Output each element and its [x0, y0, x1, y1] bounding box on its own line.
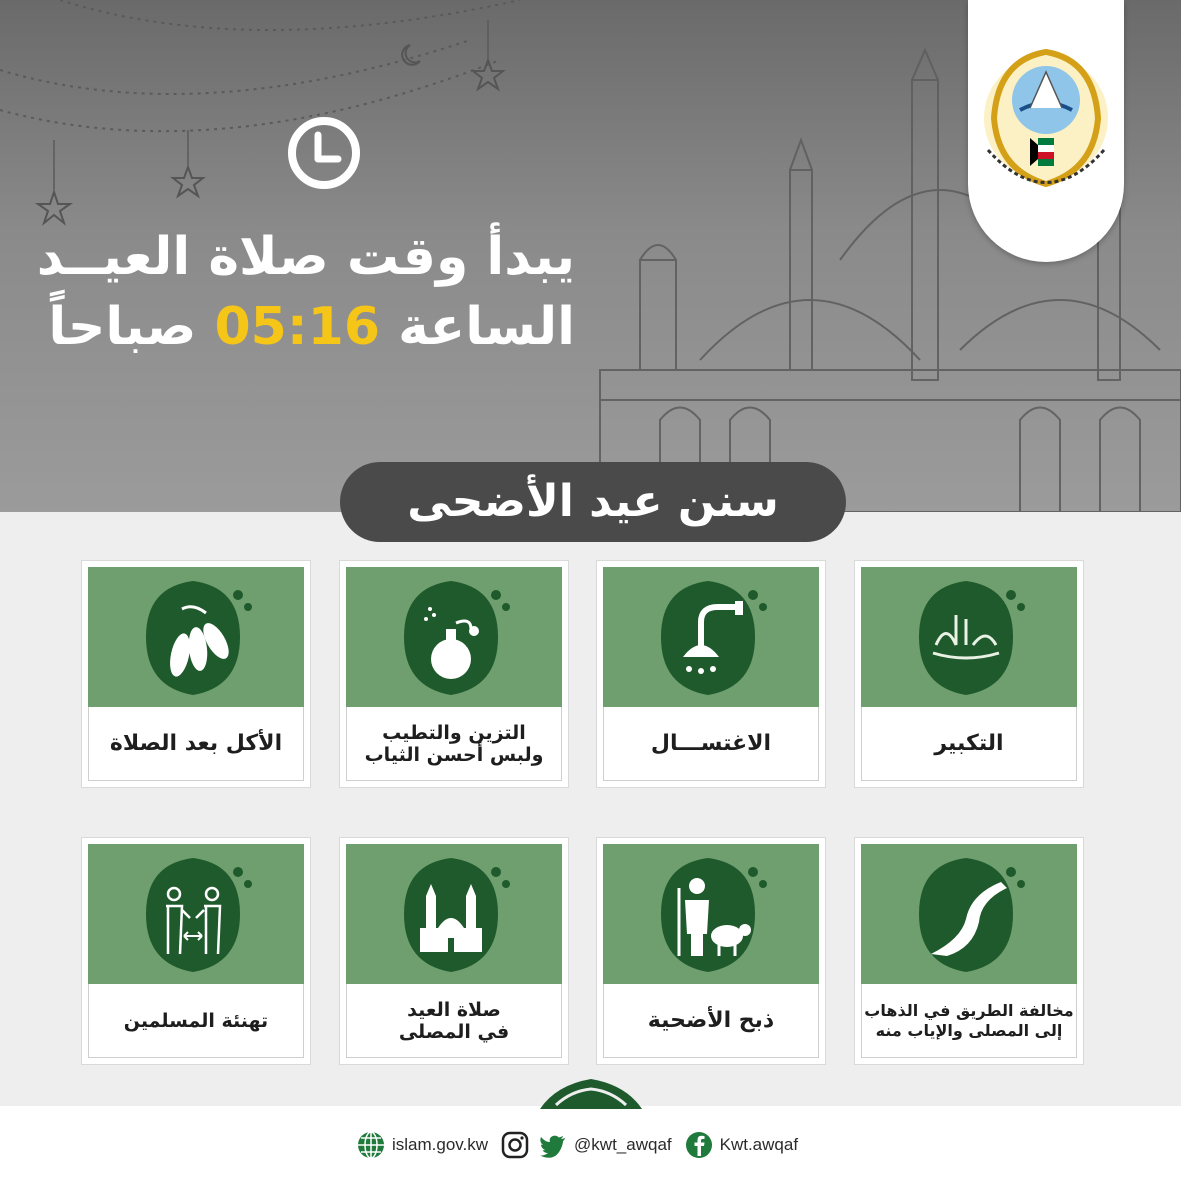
- shower-icon: [603, 567, 821, 707]
- headline-line-1: يبدأ وقت صلاة العيــد: [36, 227, 575, 287]
- card-label-line-1: التزين والتطيب: [382, 721, 526, 744]
- card-label-area: [88, 707, 304, 781]
- card-different-route: [854, 837, 1084, 1065]
- card-label-line-1: صلاة العيد: [407, 998, 501, 1021]
- card-label: الأكل بعد الصلاة: [109, 730, 283, 756]
- card-takbir: [854, 560, 1084, 788]
- card-label: الاغتســـال: [650, 730, 772, 756]
- takbir-calligraphy-icon: [861, 567, 1079, 707]
- card-icon-area: [861, 567, 1077, 707]
- card-icon-area: [346, 844, 562, 984]
- social-links: [356, 1127, 810, 1163]
- facebook-page[interactable]: Kwt.awqaf: [719, 1135, 799, 1154]
- prayer-time: 05:16: [214, 297, 381, 357]
- card-label-area: [346, 984, 562, 1058]
- dates-icon: [88, 567, 306, 707]
- card-eid-prayer: [339, 837, 569, 1065]
- card-icon-area: [88, 844, 304, 984]
- card-icon-area: [861, 844, 1077, 984]
- headline-prefix: الساعة: [398, 297, 575, 357]
- card-label: ذبح الأضحية: [647, 1007, 775, 1033]
- card-label-area: [603, 984, 819, 1058]
- card-label: التكبير: [934, 730, 1004, 756]
- prayer-time-headline: [15, 222, 575, 362]
- road-icon: [861, 844, 1079, 984]
- mosque-icon: [346, 844, 564, 984]
- card-label-area: [88, 984, 304, 1058]
- card-label-line-2: ولبس أحسن الثياب: [364, 743, 544, 766]
- card-label-area: [603, 707, 819, 781]
- headline-suffix: صباحاً: [48, 297, 197, 357]
- card-icon-area: [603, 567, 819, 707]
- card-label-line-1: مخالفة الطريق في الذهاب: [864, 1000, 1074, 1020]
- globe-icon: [356, 1130, 386, 1160]
- twitter-handle[interactable]: @kwt_awqaf: [574, 1135, 672, 1154]
- clock-icon: [286, 115, 362, 191]
- greeting-people-icon: [88, 844, 306, 984]
- card-label-line-2: في المصلى: [398, 1020, 510, 1043]
- card-icon-area: [346, 567, 562, 707]
- card-greeting: [81, 837, 311, 1065]
- card-adornment: [339, 560, 569, 788]
- ministry-logo-card: [968, 0, 1124, 262]
- card-eating: [81, 560, 311, 788]
- ornament-icon: [536, 1075, 646, 1109]
- facebook-icon[interactable]: [684, 1130, 714, 1160]
- twitter-icon[interactable]: [538, 1130, 568, 1160]
- card-ghusl: [596, 560, 826, 788]
- perfume-bottle-icon: [346, 567, 564, 707]
- shepherd-sheep-icon: [603, 844, 821, 984]
- card-label: تهنئة المسلمين: [123, 1009, 269, 1032]
- card-icon-area: [88, 567, 304, 707]
- card-label-area: [861, 984, 1077, 1058]
- card-sacrifice: [596, 837, 826, 1065]
- card-label-area: [346, 707, 562, 781]
- card-label-area: [861, 707, 1077, 781]
- card-icon-area: [603, 844, 819, 984]
- website-link[interactable]: islam.gov.kw: [392, 1135, 489, 1154]
- ministry-emblem-icon: [968, 0, 1124, 262]
- instagram-icon[interactable]: [500, 1130, 530, 1160]
- headline-line-2: [15, 292, 575, 362]
- section-title: سنن عيد الأضحى: [340, 462, 846, 542]
- hero-banner: [0, 0, 1181, 512]
- card-label-line-2: إلى المصلى والإياب منه: [875, 1020, 1063, 1040]
